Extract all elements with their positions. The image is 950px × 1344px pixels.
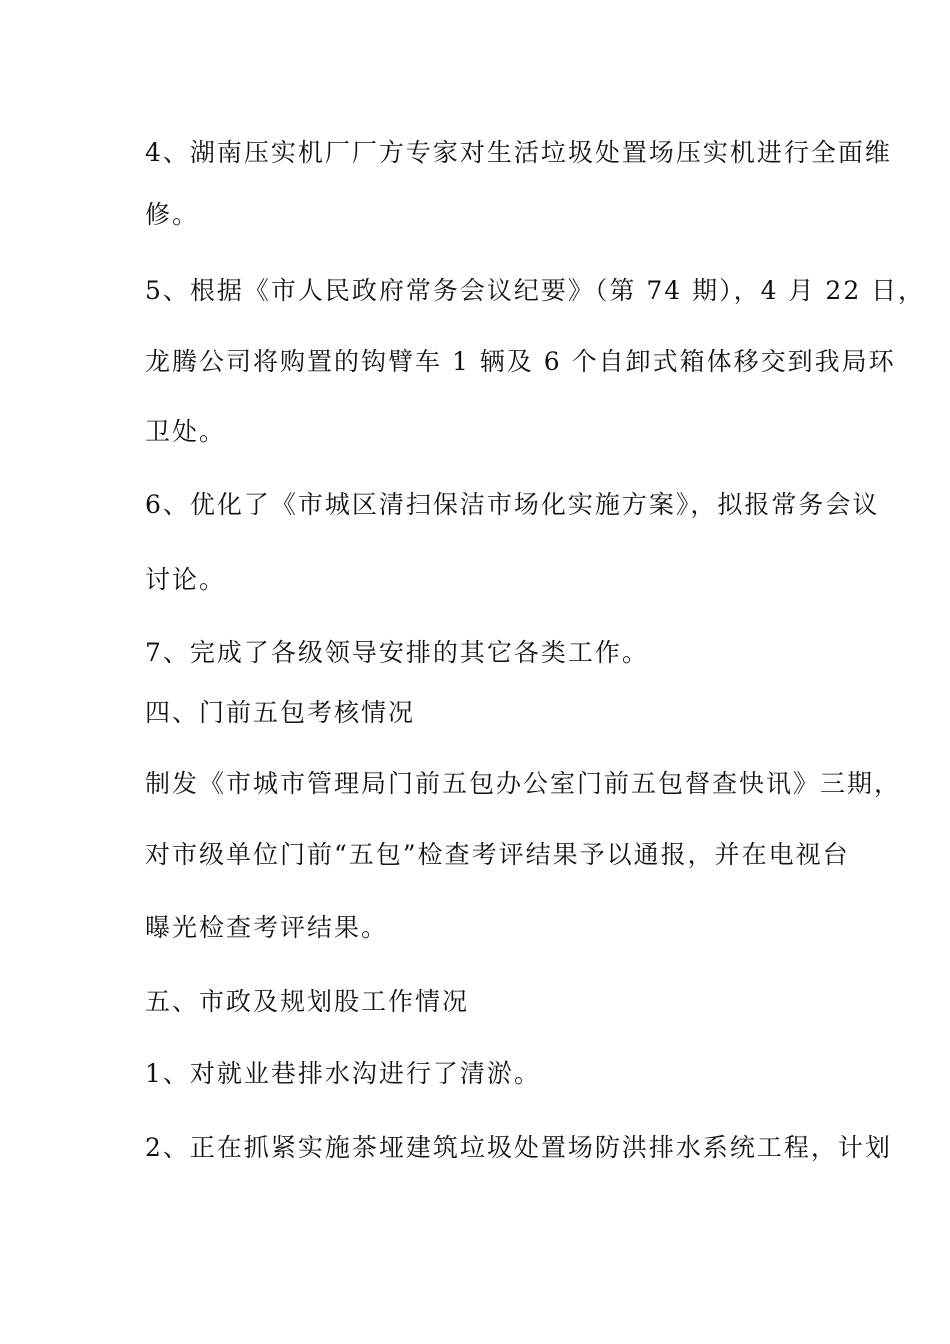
section-heading: 四、门前五包考核情况 xyxy=(145,698,416,727)
section-heading: 五、市政及规划股工作情况 xyxy=(145,987,470,1016)
text-line: 5、根据《市人民政府常务会议纪要》（第 74 期），4 月 22 日， xyxy=(145,276,926,305)
text-line: 6、优化了《市城区清扫保洁市场化实施方案》，拟报常务会议 xyxy=(145,490,880,519)
text-line: 讨论。 xyxy=(145,565,227,594)
text-line: 2、正在抓紧实施茶垭建筑垃圾处置场防洪排水系统工程，计划 xyxy=(145,1133,892,1162)
document-body xyxy=(145,128,926,1183)
text-line: 卫处。 xyxy=(145,417,227,446)
text-line: 对市级单位门前“五包”检查考评结果予以通报，并在电视台 xyxy=(145,840,850,869)
text-line: 7、完成了各级领导安排的其它各类工作。 xyxy=(145,638,649,667)
text-line: 1、对就业巷排水沟进行了清淤。 xyxy=(145,1059,541,1088)
text-line: 修。 xyxy=(145,200,200,229)
text-line: 制发《市城市管理局门前五包办公室门前五包督查快讯》三期， xyxy=(145,769,902,798)
text-line: 4、湖南压实机厂厂方专家对生活垃圾处置场压实机进行全面维 xyxy=(145,138,892,167)
text-line: 曝光检查考评结果。 xyxy=(145,913,389,942)
text-line: 龙腾公司将购置的钩臂车 1 辆及 6 个自卸式箱体移交到我局环 xyxy=(145,347,896,376)
